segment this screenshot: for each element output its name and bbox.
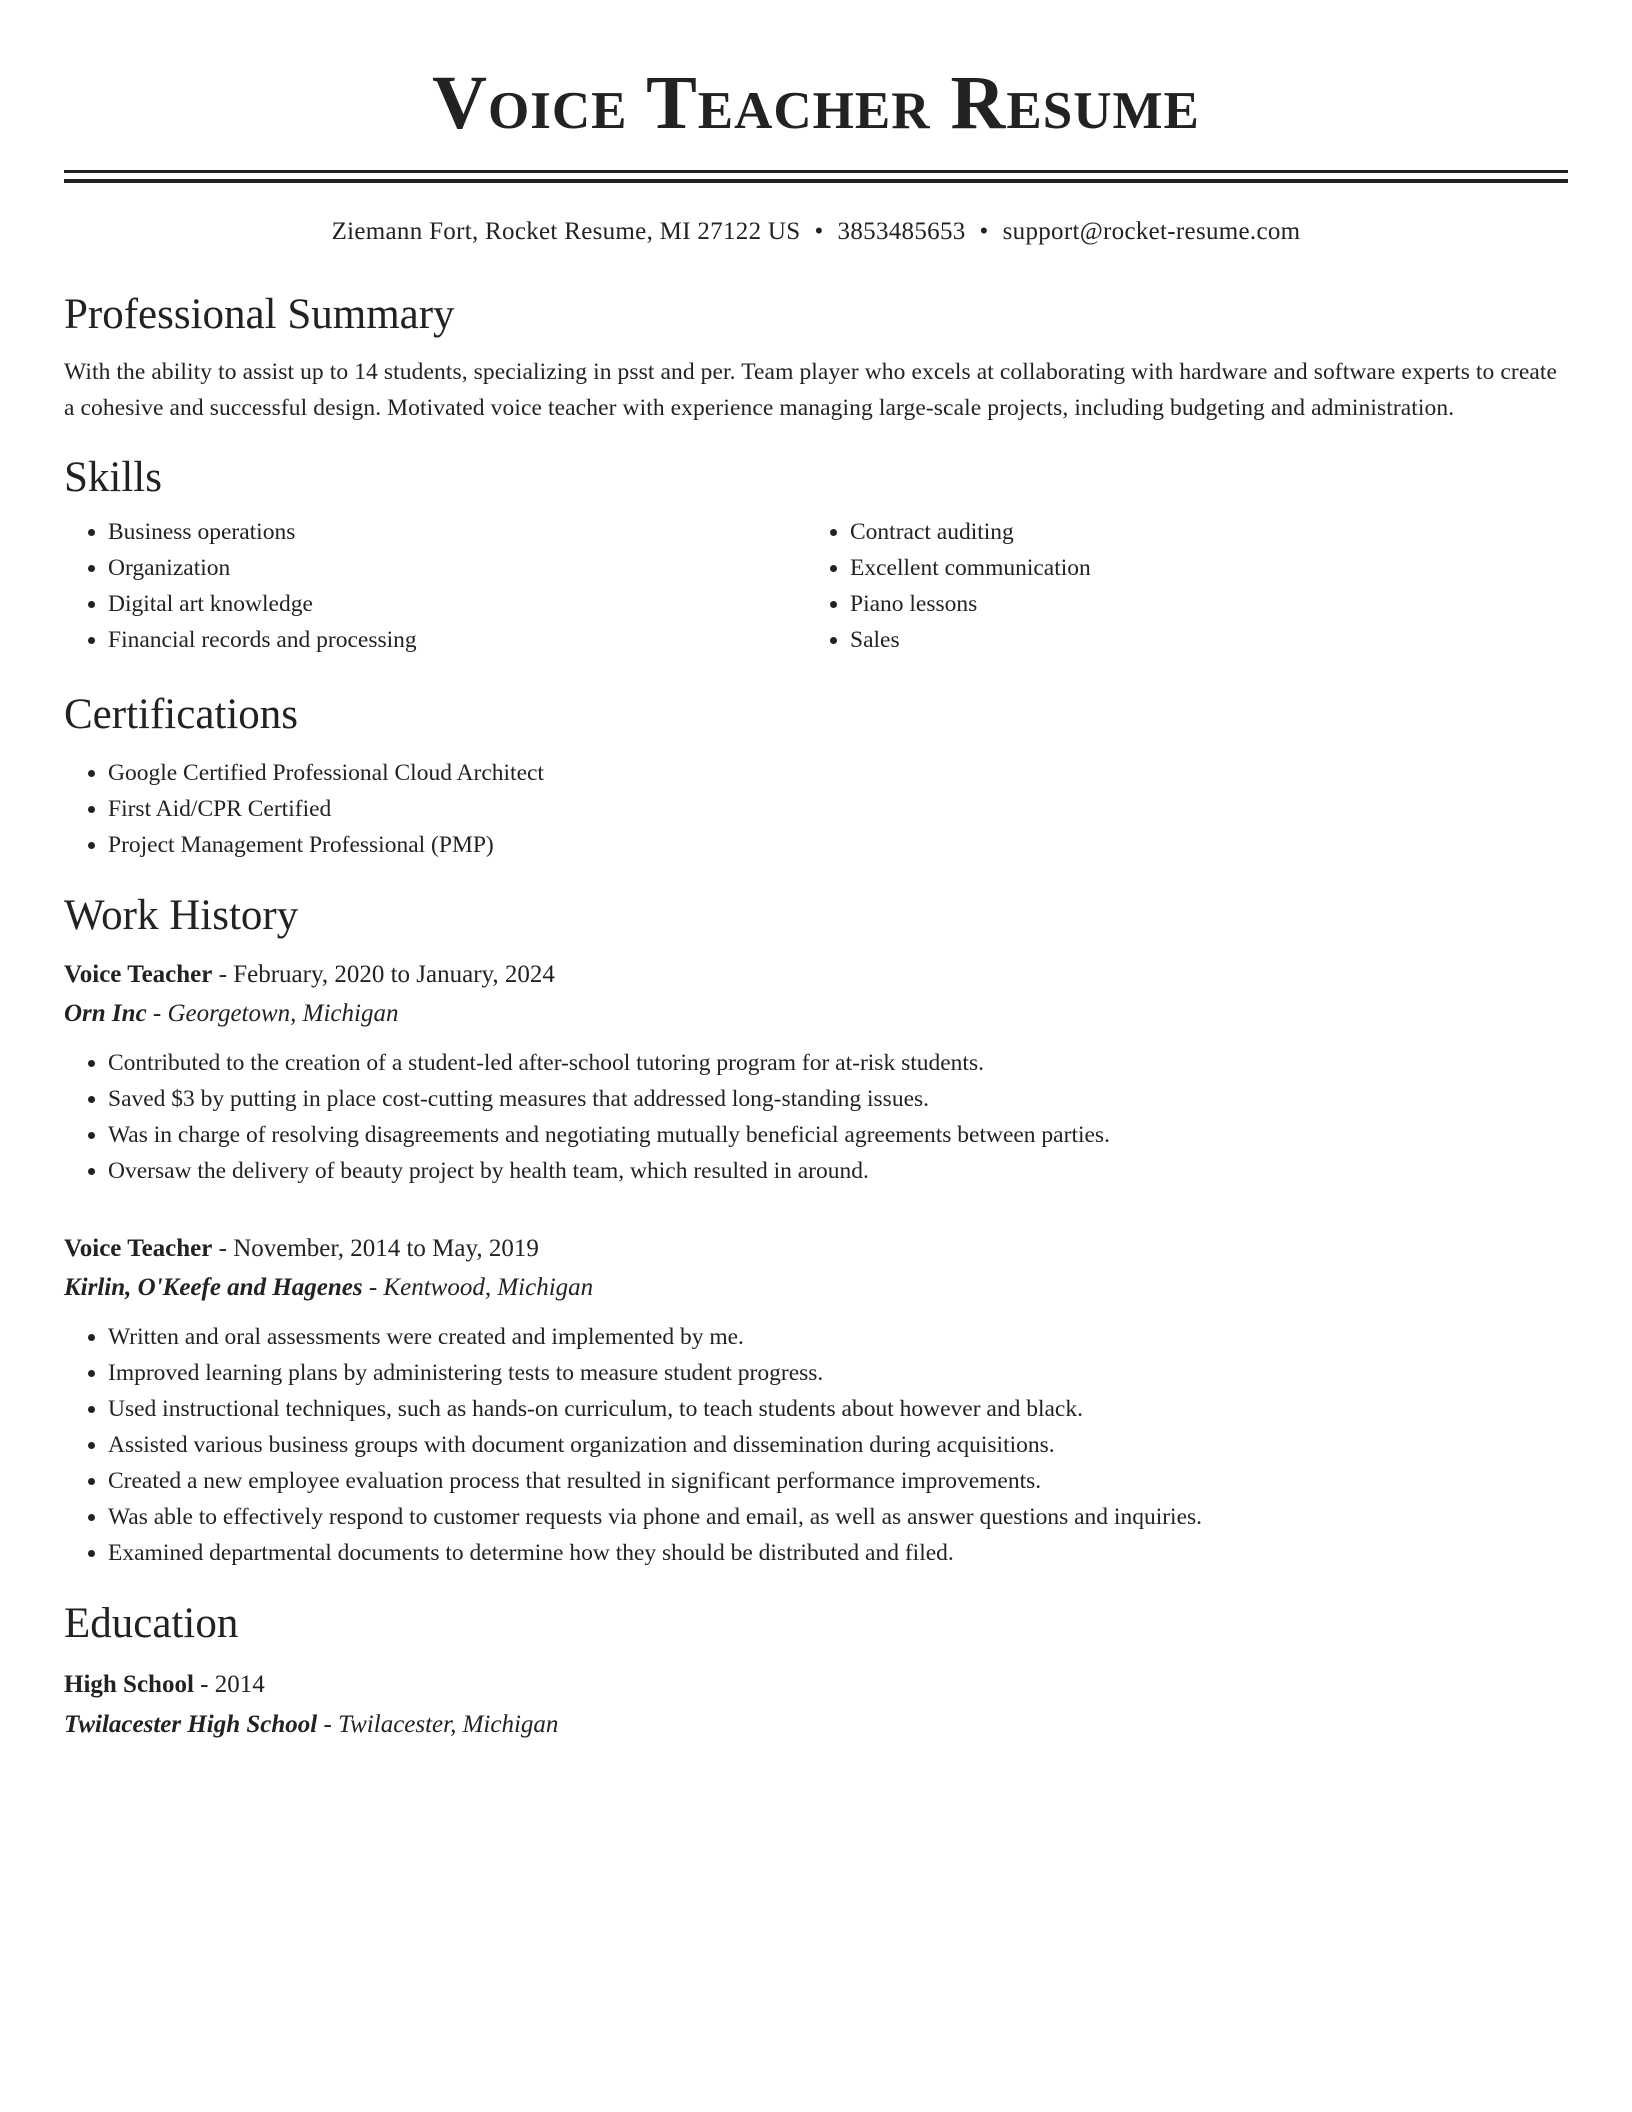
job-bullets [64,1045,1568,1189]
skill-item: • Contract auditing [850,514,1568,550]
certification-item: • Project Management Professional (PMP) [108,827,1568,863]
contact-phone: 3853485653 [837,218,966,245]
job-bullet: • Improved learning plans by administering tests to measure student progress. [108,1355,1568,1391]
skill-item: • Organization [108,550,806,586]
job-dates: - February, 2020 to January, 2024 [212,961,555,988]
education-year: - 2014 [193,1671,265,1698]
summary-heading: Professional Summary [64,291,455,338]
job-company-line [64,1269,1568,1307]
contact-separator: • [979,218,989,245]
education-degree-line [64,1665,1568,1705]
job-bullet: • Used instructional techniques, such as hands-on curriculum, to teach students about however and black. [108,1391,1568,1427]
education-heading: Education [64,1600,239,1647]
contact-separator: • [814,218,824,245]
title-rule-top [64,170,1568,173]
job-bullet: • Contributed to the creation of a student-led after-school tutoring program for at-risk students. [108,1045,1568,1081]
job-bullet: • Assisted various business groups with document organization and dissemination during acquisitions. [108,1427,1568,1463]
job-title-line [64,1229,1568,1269]
skill-item: • Excellent communication [850,550,1568,586]
work-history-heading: Work History [64,892,299,939]
skills-list-left [64,514,806,658]
title-rule-bottom [64,179,1568,183]
job-title-line [64,955,1568,995]
job-dates: - November, 2014 to May, 2019 [212,1235,539,1262]
education-school: Twilacester High School [64,1711,318,1738]
certification-item: • First Aid/CPR Certified [108,791,1568,827]
job-bullets [64,1319,1568,1571]
education-school-line [64,1705,1568,1745]
job-bullet: • Was able to effectively respond to customer requests via phone and email, as well as answer questions and inquiries. [108,1499,1568,1535]
education-location: - Twilacester, Michigan [317,1711,559,1738]
skills-columns [64,514,1568,658]
skill-item: • Sales [850,622,1568,658]
job-bullet: • Was in charge of resolving disagreements and negotiating mutually beneficial agreements between parties. [108,1117,1568,1153]
skill-item: • Financial records and processing [108,622,806,658]
job-bullet: • Saved $3 by putting in place cost-cutting measures that addressed long-standing issues. [108,1081,1568,1117]
job-bullet: • Oversaw the delivery of beauty project by health team, which resulted in around. [108,1153,1568,1189]
skills-list-right [806,514,1568,658]
summary-text: With the ability to assist up to 14 students, specializing in psst and per. Team player who excels at collaborating with hardware and software experts to create a cohesive and successful design. Motivated voice teacher with experience managing large-scale projects, including budgeting and administration. [64,359,1558,421]
certifications-list [64,755,1568,863]
job-company-line [64,995,1568,1033]
contact-email: support@rocket-resume.com [1002,218,1301,245]
job-location: - Kentwood, Michigan [362,1274,594,1301]
contact-address: Ziemann Fort, Rocket Resume, MI 27122 US [331,218,801,245]
job-company: Kirlin, O'Keefe and Hagenes [64,1274,363,1301]
resume-title: Voice Teacher Resume [432,61,1200,145]
job-location: - Georgetown, Michigan [146,1000,399,1027]
job-entry [64,955,1568,1189]
job-entry [64,1229,1568,1571]
job-bullet: • Examined departmental documents to determine how they should be distributed and filed. [108,1535,1568,1571]
certification-item: • Google Certified Professional Cloud Architect [108,755,1568,791]
skill-item: • Piano lessons [850,586,1568,622]
job-bullet: • Created a new employee evaluation process that resulted in significant performance improvements. [108,1463,1568,1499]
job-title: Voice Teacher [64,1235,213,1262]
skill-item: • Digital art knowledge [108,586,806,622]
job-company: Orn Inc [64,1000,147,1027]
education-degree: High School [64,1671,194,1698]
job-bullet: • Written and oral assessments were created and implemented by me. [108,1319,1568,1355]
certifications-heading: Certifications [64,691,299,738]
contact-line [64,216,1568,248]
skills-heading: Skills [64,454,162,501]
job-title: Voice Teacher [64,961,213,988]
skill-item: • Business operations [108,514,806,550]
